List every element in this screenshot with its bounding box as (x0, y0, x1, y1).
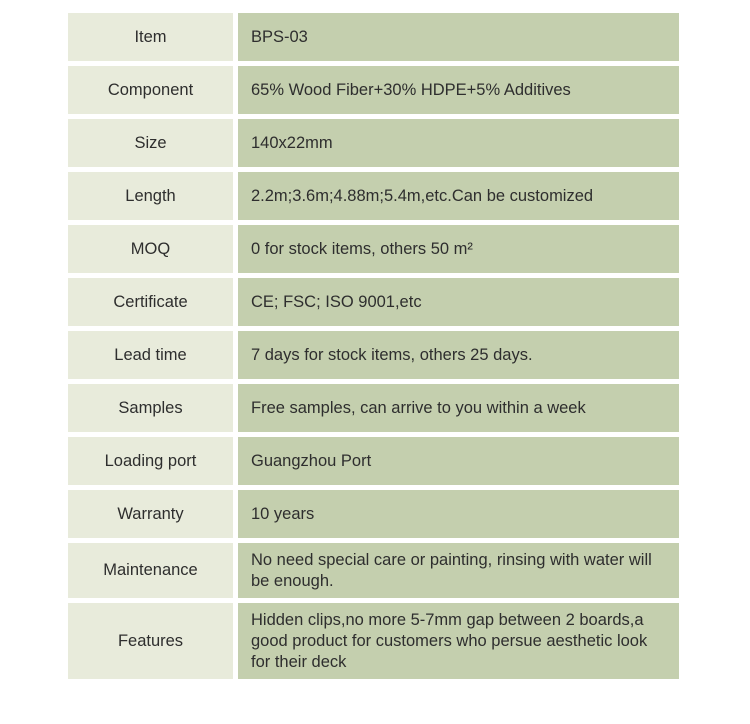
row-value: 140x22mm (238, 119, 679, 167)
row-label: Length (68, 172, 233, 220)
table-row-component (68, 66, 679, 114)
row-label: Samples (68, 384, 233, 432)
row-label: Item (68, 13, 233, 61)
table-row-size (68, 119, 679, 167)
product-spec-table (68, 13, 679, 679)
table-row-lead-time (68, 331, 679, 379)
row-label: Warranty (68, 490, 233, 538)
row-label: MOQ (68, 225, 233, 273)
table-row-length (68, 172, 679, 220)
row-label: Features (68, 603, 233, 679)
row-label: Component (68, 66, 233, 114)
row-value: 2.2m;3.6m;4.88m;5.4m,etc.Can be customized (238, 172, 679, 220)
table-row-features (68, 603, 679, 679)
row-label: Maintenance (68, 543, 233, 598)
table-row-item (68, 13, 679, 61)
row-value: BPS-03 (238, 13, 679, 61)
row-value: Guangzhou Port (238, 437, 679, 485)
row-label: Certificate (68, 278, 233, 326)
table-row-loading-port (68, 437, 679, 485)
table-row-maintenance (68, 543, 679, 598)
table-row-samples (68, 384, 679, 432)
table-row-moq (68, 225, 679, 273)
row-value: 7 days for stock items, others 25 days. (238, 331, 679, 379)
row-value: Hidden clips,no more 5-7mm gap between 2 boards,a good product for customers who persue aesthetic look for their deck (238, 603, 679, 679)
row-value: Free samples, can arrive to you within a week (238, 384, 679, 432)
row-label: Loading port (68, 437, 233, 485)
row-value: 10 years (238, 490, 679, 538)
table-row-certificate (68, 278, 679, 326)
row-value: 0 for stock items, others 50 m² (238, 225, 679, 273)
row-value: 65% Wood Fiber+30% HDPE+5% Additives (238, 66, 679, 114)
table-row-warranty (68, 490, 679, 538)
row-value: No need special care or painting, rinsing with water will be enough. (238, 543, 679, 598)
row-label: Size (68, 119, 233, 167)
row-value: CE; FSC; ISO 9001,etc (238, 278, 679, 326)
row-label: Lead time (68, 331, 233, 379)
